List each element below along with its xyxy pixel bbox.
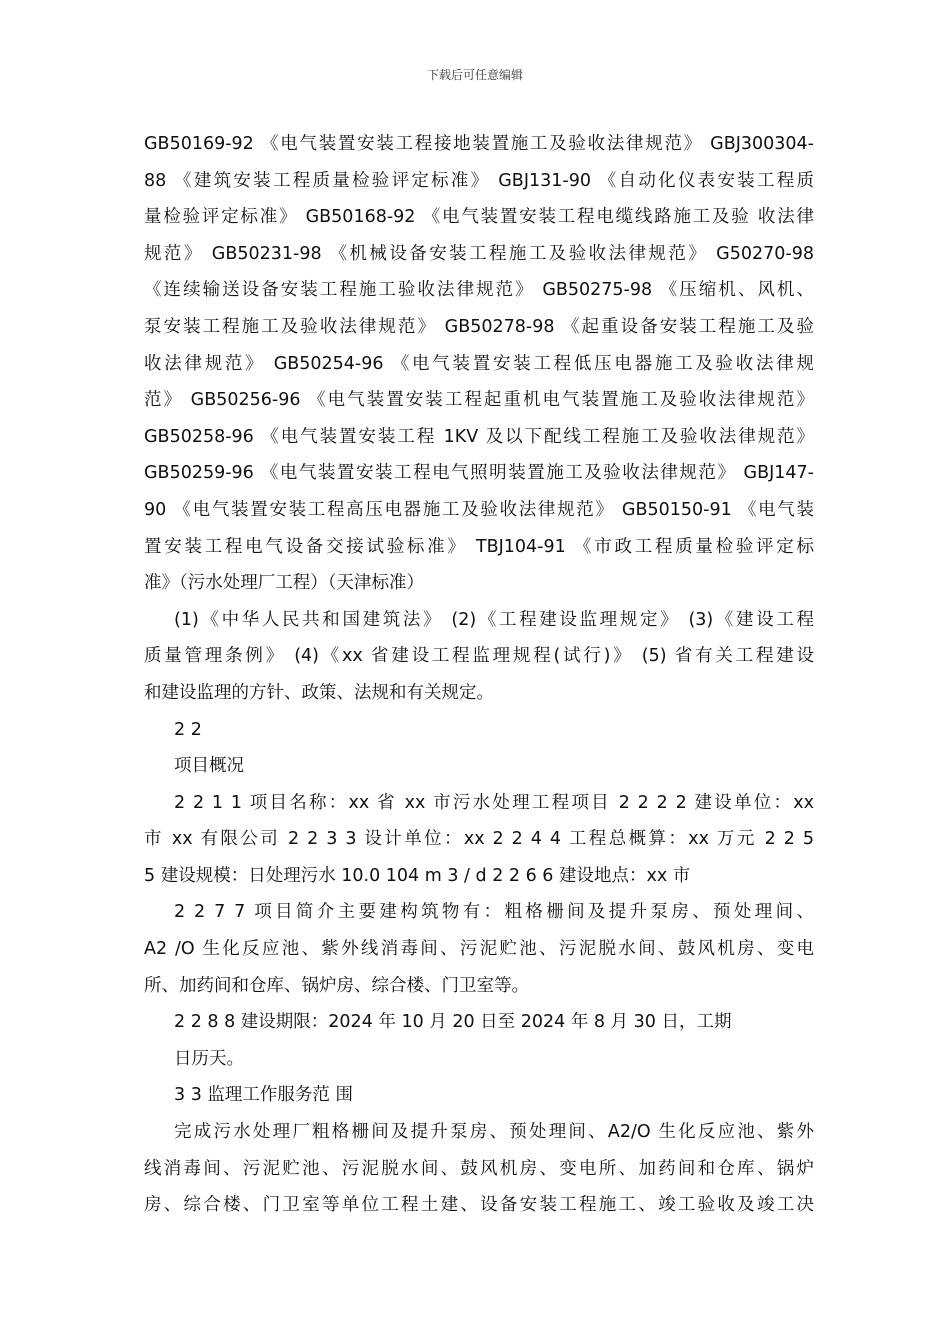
text-line: 2 2 1 1 项目名称：xx 省 xx 市污水处理工程项目 2 2 2 2 建设单位：xx [174,792,814,813]
text-line: 和建设监理的方针、政策、法规和有关规定。 [144,682,494,703]
text-line: 88 《建筑安装工程质量检验评定标准》 GBJ131-90 《自动化仪表安装工程质 [144,170,814,191]
text-line: 市 xx 有限公司 2 2 3 3 设计单位：xx 2 2 4 4 工程总概算：xx 万元 2 2 5 [144,829,814,850]
text-line: A2 /O 生化反应池、紫外线消毒间、污泥贮池、污泥脱水间、鼓风机房、变电 [144,939,814,960]
text-line: 《连续输送设备安装工程施工验收法律规范》 GB50275-98 《压缩机、风机、 [144,280,814,301]
text-line: 质量管理条例》 (4)《xx 省建设工程监理规程(试行)》 (5) 省有关工程建设 [144,646,814,667]
text-line: GB50169-92 《电气装置安装工程接地装置施工及验收法律规范》 GBJ300304- [144,134,814,154]
text-line: 所、加药间和仓库、锅炉房、综合楼、门卫室等。 [144,975,529,996]
text-line: 置安装工程电气设备交接试验标准》 TBJ104-91 《市政工程质量检验评定标 [144,536,814,557]
document-body [144,126,814,1224]
text-line: GB50259-96 《电气装置安装工程电气照明装置施工及验收法律规范》 GBJ147- [144,463,814,484]
text-line: 项目概况 [174,756,244,777]
text-line: 规范》 GB50231-98 《机械设备安装工程施工及验收法律规范》 G50270-98 [144,243,814,264]
text-line: 90 《电气装置安装工程高压电器施工及验收法律规范》 GB50150-91 《电气装 [144,499,814,520]
text-line: 2 2 7 7 项目简介主要建构筑物有：粗格栅间及提升泵房、预处理间、 [174,902,814,923]
text-line: 3 3 监理工作服务范 围 [174,1085,353,1106]
text-line: 2 2 [174,719,202,740]
text-line: 收法律规范》 GB50254-96 《电气装置安装工程低压电器施工及验收法律规 [144,353,814,374]
text-line: 2 2 8 8 建设期限：2024 年 10 月 20 日至 2024 年 8 月 30 日，工期 [174,1012,732,1033]
text-line: GB50258-96 《电气装置安装工程 1KV 及以下配线工程施工及验收法律规范》 [144,426,814,447]
text-line: (1)《中华人民共和国建筑法》 (2)《工程建设监理规定》 (3)《建设工程 [174,609,814,630]
text-line: 完成污水处理厂粗格栅间及提升泵房、预处理间、A2/O 生化反应池、紫外 [174,1122,814,1143]
text-line: 房、综合楼、门卫室等单位工程土建、设备安装工程施工、竣工验收及竣工决 [144,1195,814,1216]
text-line: 准》（污水处理厂工程）（天津标准） [144,573,424,594]
text-line: 5 建设规模：日处理污水 10.0 104 m 3 / d 2 2 6 6 建设地点：xx 市 [144,865,691,886]
text-line: 线消毒间、污泥贮池、污泥脱水间、鼓风机房、变电所、加药间和仓库、锅炉 [144,1158,814,1179]
text-line: 范》 GB50256-96 《电气装置安装工程起重机电气装置施工及验收法律规范》 [144,390,814,411]
text-line: 泵安装工程施工及验收法律规范》 GB50278-98 《起重设备安装工程施工及验 [144,316,814,337]
text-line: 量检验评定标准》 GB50168-92 《电气装置安装工程电缆线路施工及验 收法律 [144,207,814,228]
page-header: 下载后可任意编辑 [426,68,523,82]
text-line: 日历天。 [174,1048,244,1069]
